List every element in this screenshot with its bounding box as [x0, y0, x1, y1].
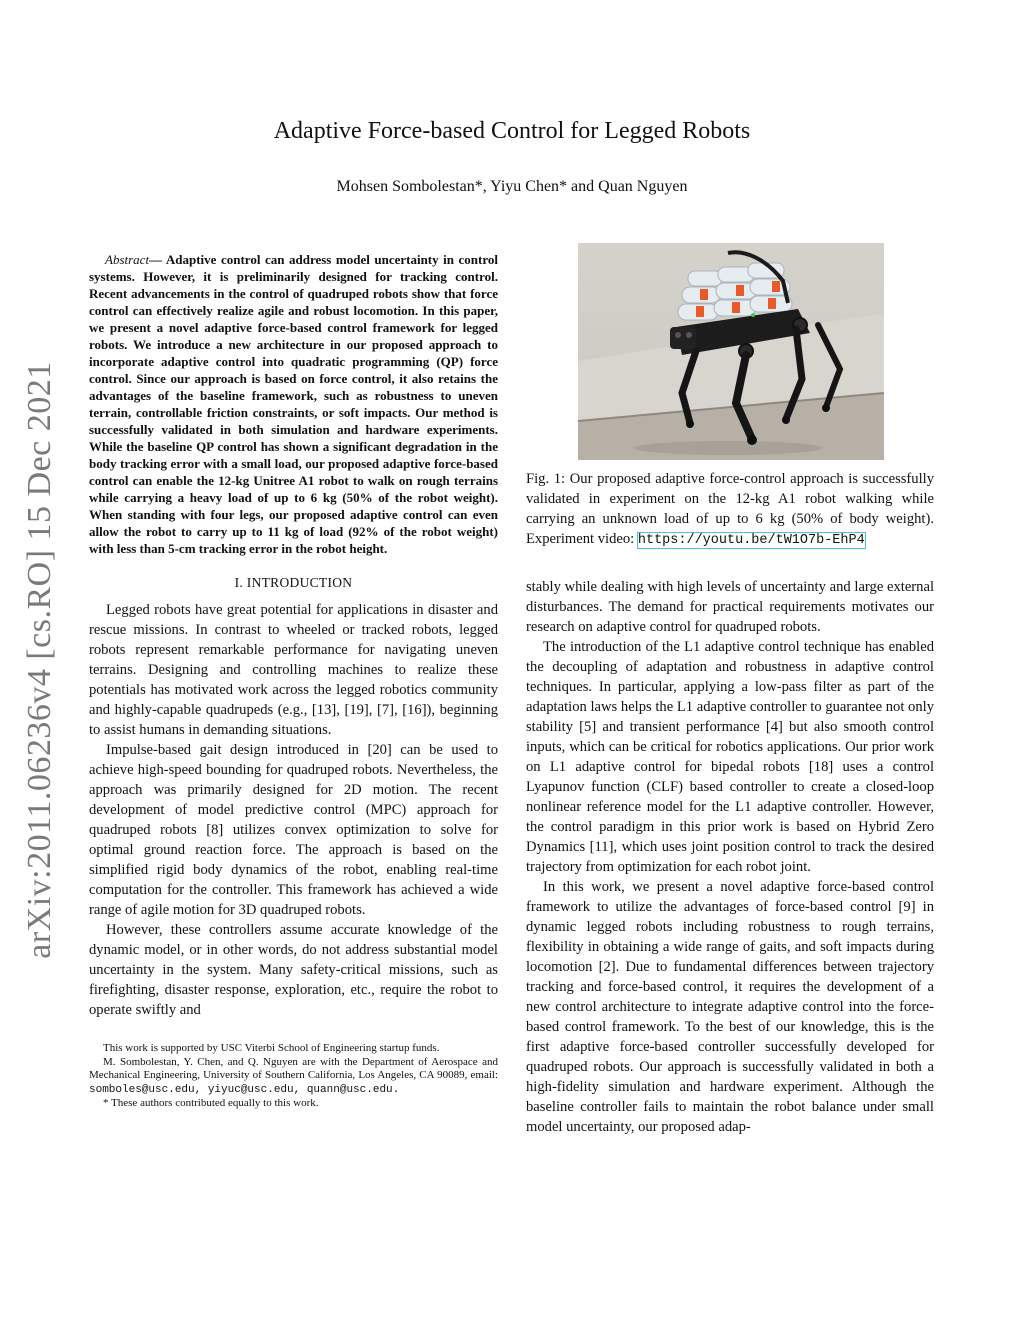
footnote-affiliation [89, 1056, 498, 1098]
affiliation-text: M. Sombolestan, Y. Chen, and Q. Nguyen are with the Department of Aerospace and Mechanical Engineering, University of Southern California, Los Angeles, CA 90089, email: [89, 1055, 498, 1081]
abstract-label: Abstract [105, 252, 150, 267]
quadruped-robot-illustration [578, 243, 884, 460]
paragraph: Impulse-based gait design introduced in [20] can be used to achieve high-speed bounding for quadruped robots. Nevertheless, the approach was primarily designed for 2D motion. The recent development of model predictive control (MPC) approach for quadruped robots [8] utilizes convex optimization to solve for optimal ground reaction force. The approach is based on the simplified rigid body dynamics of the robot, enabling real-time computation for the controller. This framework has achieved a wide range of agile motion for 3D quadruped robots. [89, 742, 498, 918]
figure-caption [526, 469, 934, 551]
video-link[interactable]: https://youtu.be/tW1O7b-EhP4 [637, 533, 865, 548]
footnote-funding: This work is supported by USC Viterbi School of Engineering startup funds. [103, 1042, 440, 1054]
paragraph: The introduction of the L1 adaptive control technique has enabled the decoupling of adaptation and robustness in adaptive control techniques. In particular, applying a low-pass filter as part of the adaptation laws helps the L1 adaptive controller to guarantee not only stability [5] and transient performance [4] but also smooth control inputs, which can be critical for robotics applications. Our prior work on L1 adaptive control for bipedal robots [18] uses a control Lyapunov function (CLF) based controller to create a closed-loop nonlinear reference model for the L1 adaptive controller. However, the control paradigm in this prior work is based on Hybrid Zero Dynamics [11], which uses joint position control to track the desired trajectory from optimization for each robot joint. [526, 639, 934, 875]
arxiv-side-stamp [5, 350, 75, 970]
right-column [526, 243, 934, 1137]
paragraph: Legged robots have great potential for applications in disaster and rescue missions. In contrast to wheeled or tracked robots, legged robots represent remarkable performance for navigating uneven terrains. Designing and controlling machines to realize these potentials has motivated work across the legged robotics community and highly-capable quadrupeds (e.g., [13], [19], [7], [16]), beginning to assist humans in demanding situations. [89, 602, 498, 738]
section-heading-introduction: I. INTRODUCTION [234, 575, 353, 590]
paragraph: stably while dealing with high levels of uncertainty and large external disturbances. The demand for practical requirements motivates our research on adaptive control for quadruped robots. [526, 579, 934, 635]
paragraph: In this work, we present a novel adaptive force-based control framework to utilize the advantages of force-based control [9] in dynamic legged robots including robustness to rough terrains, flexibility in obtaining a wide range of gaits, and soft impacts during locomotion [2]. Due to fundamental differences between trajectory tracking and force-based control, it requires the development of a new control architecture to integrate adaptive control into the force-based control framework. To the best of our knowledge, this is the first adaptive force-based controller successfully developed for quadruped robots. Our approach is successfully validated in both a high-fidelity simulation and hardware experiment. Although the baseline controller fails to maintain the robot balance under small model uncertainty, our proposed adap- [526, 879, 934, 1135]
abstract-text: — Adaptive control can address model uncertainty in control systems. However, it is preliminarily designed for tracking control. Recent advancements in the control of quadruped robots show that force control can effectively realize agile and robust locomotion. In this paper, we present a novel adaptive force-based control framework for legged robots. We introduce a new architecture in our proposed approach to incorporate adaptive control into quadratic programming (QP) force control. Since our approach is based on force control, it also retains the advantages of the baseline framework, such as robustness to uneven terrain, controllable friction constraints, or soft impacts. Our method is successfully validated in both simulation and hardware experiments. While the baseline QP control has shown a significant degradation in the body tracking error with a small load, our proposed adaptive force-based control can enable the 12-kg Unitree A1 robot to walk on rough terrains while carrying a heavy load of up to 6 kg (50% of the robot weight). When standing with four legs, our proposed adaptive control can even allow the robot to carry up to 11 kg of load (92% of the robot weight) with less than 5-cm tracking error in the robot height. [89, 252, 498, 556]
left-column [89, 251, 498, 1111]
paragraph: However, these controllers assume accurate knowledge of the dynamic model, or in other words, do not address substantial model uncertainty in the system. Many safety-critical missions, such as firefighting, disaster response, exploration, etc., require the robot to operate swiftly and [89, 922, 498, 1018]
caption-text: Fig. 1: Our proposed adaptive force-control approach is successfully validated in experiment on the 12-kg A1 robot walking while carrying an unknown load of up to 6 kg (50% of body weight). Experiment video: [526, 471, 934, 547]
footnote-equal-contribution: * These authors contributed equally to this work. [103, 1097, 319, 1109]
author-emails[interactable]: somboles@usc.edu, yiyuc@usc.edu, quann@usc.edu. [89, 1083, 400, 1096]
arxiv-identifier: arXiv:2011.06236v4 [cs.RO] 15 Dec 2021 [21, 361, 58, 959]
author-list: Mohsen Sombolestan*, Yiyu Chen* and Quan Nguyen [336, 178, 688, 195]
figure-robot-photo [578, 243, 884, 460]
paper-title: Adaptive Force-based Control for Legged Robots [273, 118, 751, 144]
abstract [89, 251, 498, 557]
